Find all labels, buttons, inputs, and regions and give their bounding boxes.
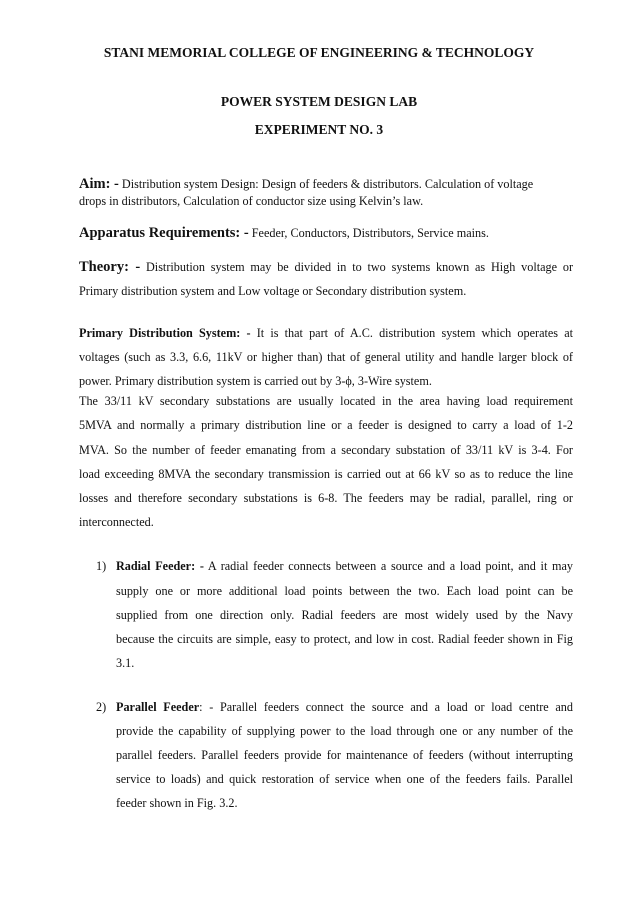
parallel-feeder-text-3: parallel feeders. Parallel feeders provide for maintenance of feeders (without interrupting bbox=[116, 748, 573, 762]
primary-text-1: It is that part of A.C. distribution system which operates at bbox=[256, 326, 574, 340]
apparatus-paragraph bbox=[79, 225, 573, 242]
experiment-title: EXPERIMENT NO. 3 bbox=[254, 122, 384, 137]
primary-text-7: load exceeding 8MVA the secondary transmission is carried out at 66 kV so as to reduce the line bbox=[79, 467, 573, 481]
aim-text-1: Distribution system Design: Design of feeders & distributors. Calculation of voltage bbox=[121, 177, 534, 191]
radial-feeder-text-1: A radial feeder connects between a source and a load point, and it may bbox=[207, 559, 573, 573]
apparatus-label: Apparatus Requirements: - bbox=[79, 225, 249, 241]
aim-text-2: drops in distributors, Calculation of conductor size using Kelvin’s law. bbox=[79, 194, 424, 208]
primary-text-5: 5MVA and normally a primary distribution line or a feeder is designed to carry a load of 1-2 bbox=[79, 418, 573, 432]
primary-text-2: voltages (such as 3.3, 6.6, 11kV or higher than) that of general utility and handle larger block of bbox=[79, 350, 573, 364]
radial-feeder-text-5: 3.1. bbox=[116, 656, 135, 670]
primary-text-8: losses and therefore secondary substations is 6-8. The feeders may be radial, parallel, ring or bbox=[79, 491, 573, 505]
primary-text-3: power. Primary distribution system is carried out by 3-ϕ, 3-Wire system. bbox=[79, 374, 432, 388]
apparatus-text: Feeder, Conductors, Distributors, Service mains. bbox=[251, 226, 489, 240]
radial-feeder-label: Radial Feeder: - bbox=[116, 559, 204, 573]
radial-feeder-text-2: supply one or more additional load points between the two. Each load point can be bbox=[116, 584, 573, 598]
parallel-feeder-line-1 bbox=[116, 700, 573, 715]
primary-label: Primary Distribution System: - bbox=[79, 326, 251, 340]
radial-feeder-line-1 bbox=[116, 559, 573, 574]
radial-feeder-text-4: because the circuits are simple, easy to protect, and low in cost. Radial feeder shown in Fig bbox=[116, 632, 573, 646]
theory-text-2: Primary distribution system and Low voltage or Secondary distribution system. bbox=[79, 284, 467, 298]
parallel-feeder-text-1: : - Parallel feeders connect the source and a load or load centre and bbox=[199, 700, 573, 714]
lab-title: POWER SYSTEM DESIGN LAB bbox=[220, 94, 418, 109]
aim-paragraph-line-1 bbox=[79, 176, 573, 193]
parallel-feeder-label: Parallel Feeder bbox=[116, 700, 200, 714]
aim-label: Aim: - bbox=[79, 176, 119, 192]
primary-text-6: MVA. So the number of feeder emanating from a secondary substation of 33/11 kV is 3-4. For bbox=[79, 443, 573, 457]
parallel-feeder-text-5: feeder shown in Fig. 3.2. bbox=[116, 796, 238, 810]
primary-text-9: interconnected. bbox=[79, 515, 154, 529]
list-item-number: 1) bbox=[96, 559, 107, 573]
list-item-number: 2) bbox=[96, 700, 107, 714]
college-title: STANI MEMORIAL COLLEGE OF ENGINEERING & TECHNOLOGY bbox=[103, 45, 535, 60]
theory-text-1: Distribution system may be divided in to two systems known as High voltage or bbox=[146, 260, 574, 274]
parallel-feeder-text-2: provide the capability of supplying power to the load through one or any number of the bbox=[116, 724, 573, 738]
theory-line-1 bbox=[79, 259, 573, 276]
radial-feeder-text-3: supplied from one direction only. Radial feeders are most widely used by the Navy bbox=[116, 608, 573, 622]
primary-line-1 bbox=[79, 326, 573, 341]
primary-text-4: The 33/11 kV secondary substations are usually located in the area having load requirement bbox=[79, 394, 573, 408]
parallel-feeder-text-4: service to loads) and quick restoration of service when one of the feeders fails. Parallel bbox=[116, 772, 573, 786]
theory-label: Theory: - bbox=[79, 259, 141, 275]
